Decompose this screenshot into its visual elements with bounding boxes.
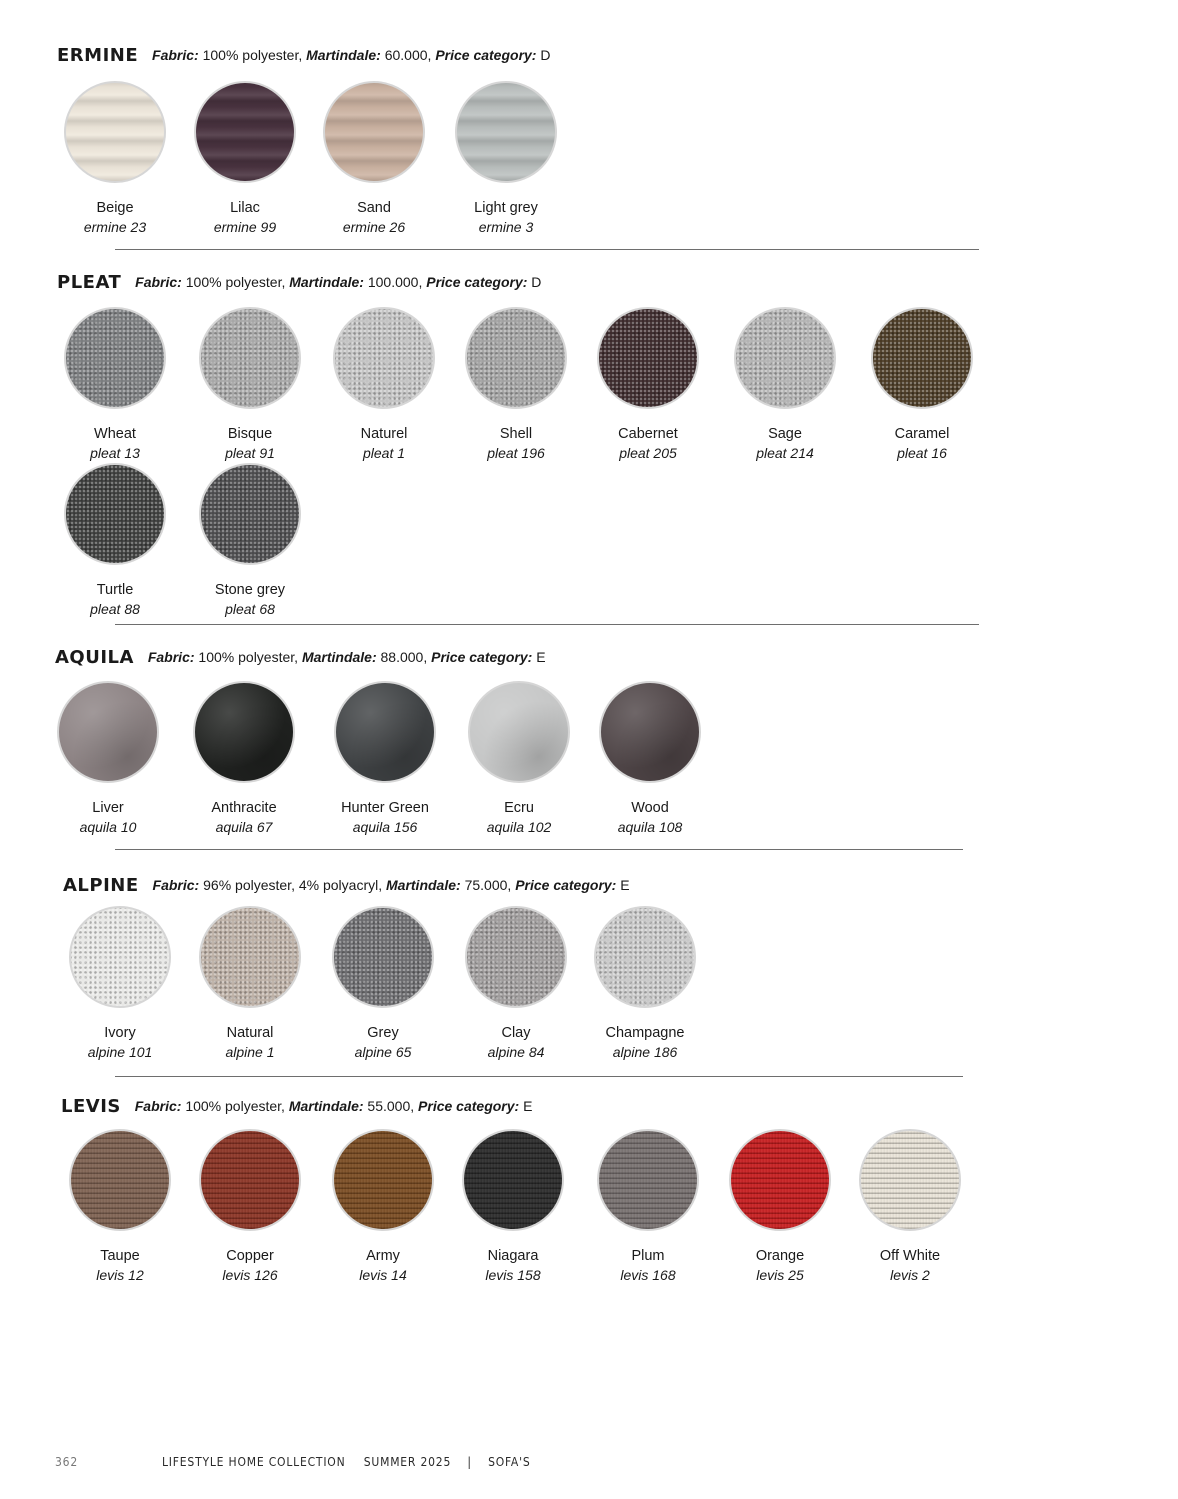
section-divider xyxy=(115,624,979,625)
section-header-levis: LEVIS Fabric: 100% polyester, Martindale: 55.000, Price category: E xyxy=(61,1096,533,1117)
swatch-code: ermine 3 xyxy=(478,219,534,235)
swatch-code: ermine 23 xyxy=(83,219,147,235)
page-number: 362 xyxy=(55,1455,79,1469)
swatch-circle xyxy=(57,681,159,783)
swatch-code: alpine 186 xyxy=(612,1044,678,1060)
swatch-label: Copper xyxy=(226,1248,274,1264)
swatch-label: Light grey xyxy=(474,200,538,216)
swatch-code: alpine 65 xyxy=(354,1044,412,1060)
swatch-label: Ecru xyxy=(504,800,534,816)
swatch-circle xyxy=(462,1129,564,1231)
swatch-code: alpine 1 xyxy=(225,1044,275,1060)
swatch-label: Army xyxy=(366,1248,400,1264)
swatch-code: pleat 91 xyxy=(225,445,275,461)
footer-category: SOFA'S xyxy=(488,1455,531,1469)
footer-brand xyxy=(162,1455,531,1469)
swatch-circle xyxy=(597,1129,699,1231)
swatch-circle xyxy=(64,81,166,183)
swatch-circle xyxy=(871,307,973,409)
swatch-circle xyxy=(69,1129,171,1231)
swatch-circle xyxy=(334,681,436,783)
swatch-circle xyxy=(199,1129,301,1231)
swatch-code: pleat 13 xyxy=(90,445,140,461)
swatch-circle xyxy=(729,1129,831,1231)
swatch-circle xyxy=(69,906,171,1008)
swatch-label: Naturel xyxy=(360,426,408,442)
swatch-circle xyxy=(465,307,567,409)
swatch-code: aquila 108 xyxy=(617,819,683,835)
swatch-circle xyxy=(599,681,701,783)
footer-season: SUMMER 2025 xyxy=(363,1455,452,1469)
swatch-code: pleat 16 xyxy=(897,445,947,461)
swatch-label: Shell xyxy=(499,426,533,442)
swatch-code: levis 158 xyxy=(485,1267,541,1283)
section-divider xyxy=(115,1076,963,1077)
swatch-circle xyxy=(465,906,567,1008)
swatch-label: Niagara xyxy=(487,1248,539,1264)
section-header-ermine: ERMINE Fabric: 100% polyester, Martindale: 60.000, Price category: D xyxy=(57,45,551,66)
swatch-code: levis 14 xyxy=(359,1267,407,1283)
swatch-circle xyxy=(597,307,699,409)
section-header-pleat: PLEAT Fabric: 100% polyester, Martindale: 100.000, Price category: D xyxy=(57,272,542,293)
swatch-label: Sage xyxy=(768,426,802,442)
swatch-code: aquila 156 xyxy=(352,819,418,835)
swatch-label: Wheat xyxy=(94,426,136,442)
swatch-label: Hunter Green xyxy=(341,800,429,816)
section-header-aquila: AQUILA Fabric: 100% polyester, Martindale: 88.000, Price category: E xyxy=(55,647,546,668)
swatch-circle xyxy=(199,307,301,409)
swatch-label: Orange xyxy=(755,1248,805,1264)
swatch-circle xyxy=(332,906,434,1008)
section-divider xyxy=(115,849,963,850)
footer-separator: | xyxy=(467,1455,472,1469)
swatch-code: levis 2 xyxy=(890,1267,930,1283)
swatch-code: levis 168 xyxy=(620,1267,676,1283)
swatch-circle xyxy=(323,81,425,183)
swatch-label: Bisque xyxy=(227,426,273,442)
swatch-label: Wood xyxy=(631,800,669,816)
swatch-label: Natural xyxy=(226,1025,274,1041)
swatch-circle xyxy=(332,1129,434,1231)
swatch-code: pleat 68 xyxy=(225,601,275,617)
swatch-circle xyxy=(199,463,301,565)
swatch-label: Anthracite xyxy=(211,800,277,816)
swatch-code: pleat 196 xyxy=(487,445,545,461)
swatch-code: alpine 101 xyxy=(87,1044,153,1060)
swatch-label: Clay xyxy=(501,1025,531,1041)
swatch-label: Beige xyxy=(96,200,134,216)
swatch-code: ermine 26 xyxy=(342,219,406,235)
swatch-circle xyxy=(468,681,570,783)
swatch-wood xyxy=(560,681,740,837)
swatch-circle xyxy=(193,681,295,783)
swatch-label: Liver xyxy=(92,800,124,816)
swatch-code: ermine 99 xyxy=(213,219,277,235)
swatch-code: aquila 10 xyxy=(79,819,137,835)
swatch-code: pleat 205 xyxy=(619,445,677,461)
swatch-circle xyxy=(594,906,696,1008)
swatch-code: pleat 214 xyxy=(756,445,814,461)
swatch-circle xyxy=(64,307,166,409)
swatch-label: Caramel xyxy=(894,426,950,442)
swatch-code: levis 12 xyxy=(96,1267,144,1283)
section-title: PLEAT xyxy=(57,272,122,293)
footer-collection: LIFESTYLE HOME COLLECTION xyxy=(162,1455,346,1469)
swatch-label: Stone grey xyxy=(214,582,286,598)
swatch-off-white xyxy=(820,1129,1000,1285)
swatch-code: levis 25 xyxy=(756,1267,804,1283)
swatch-code: pleat 88 xyxy=(90,601,140,617)
swatch-circle xyxy=(64,463,166,565)
swatch-label: Off White xyxy=(879,1248,941,1264)
swatch-circle xyxy=(455,81,557,183)
swatch-label: Champagne xyxy=(605,1025,685,1041)
swatch-circle xyxy=(859,1129,961,1231)
section-title: AQUILA xyxy=(55,647,134,668)
section-title: LEVIS xyxy=(61,1096,121,1117)
swatch-code: aquila 67 xyxy=(215,819,273,835)
swatch-circle xyxy=(333,307,435,409)
swatch-label: Ivory xyxy=(104,1025,136,1041)
swatch-code: aquila 102 xyxy=(486,819,552,835)
swatch-code: levis 126 xyxy=(222,1267,278,1283)
swatch-label: Plum xyxy=(631,1248,665,1264)
swatch-stone-grey xyxy=(160,463,340,619)
swatch-circle xyxy=(194,81,296,183)
swatch-circle xyxy=(734,307,836,409)
section-title: ERMINE xyxy=(57,45,139,66)
section-title: ALPINE xyxy=(63,875,139,896)
section-divider xyxy=(115,249,979,250)
swatch-circle xyxy=(199,906,301,1008)
swatch-code: pleat 1 xyxy=(362,445,406,461)
swatch-label: Turtle xyxy=(96,582,134,598)
swatch-label: Cabernet xyxy=(618,426,678,442)
swatch-champagne xyxy=(555,906,735,1062)
swatch-caramel xyxy=(832,307,1012,463)
swatch-label: Sand xyxy=(357,200,391,216)
swatch-label: Taupe xyxy=(100,1248,140,1264)
swatch-light-grey xyxy=(416,81,596,237)
swatch-code: alpine 84 xyxy=(487,1044,545,1060)
swatch-label: Grey xyxy=(367,1025,399,1041)
swatch-label: Lilac xyxy=(230,200,260,216)
section-header-alpine: ALPINE Fabric: 96% polyester, 4% polyacryl, Martindale: 75.000, Price category: E xyxy=(63,875,630,896)
